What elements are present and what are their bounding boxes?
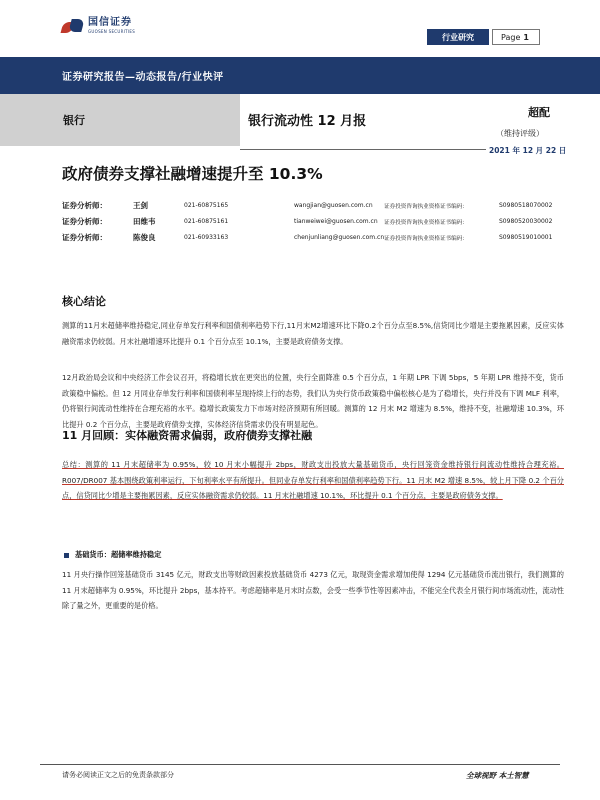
page-indicator xyxy=(492,29,540,45)
square-bullet-icon xyxy=(64,553,69,558)
analyst-cert: S0980518070002 xyxy=(499,202,553,209)
analyst-phone: 021-60875165 xyxy=(184,202,229,209)
analyst-label: 证券分析师： xyxy=(62,233,107,242)
bullet-label: 基础货币：超储率维持稳定 xyxy=(75,550,162,559)
page-title: 政府债券支撑社融增速提升至 10.3% xyxy=(62,165,323,183)
report-type-tag: 行业研究 xyxy=(427,29,489,45)
analyst-label: 证券分析师： xyxy=(62,217,107,226)
base-money-paragraph: 11 月央行操作回笼基础货币 3145 亿元，财政支出等财政因素投放基础货币 4273 亿元，取现资金需求增加使得 1294 亿元基础货币流出银行，我们测算的 11 月末超储率为 0.95%，环比提升 2bps，基本持平。考虑超储率是月末时点数，会受一些季节性等因素冲击，不能完全代表全月银行间市场流动性，流动性除了量之外，更重要的是价格。 xyxy=(62,570,564,610)
core-paragraph-1: 测算的11月末超储率维持稳定,同业存单发行利率和国债利率趋势下行,11月末M2增速环比下降0.2个百分点至8.5%,信贷同比少增是主要拖累因素，反应实体融资需求仍较弱。月末社融增速环比提升 0.1 个百分点至 10.1%，主要是政府债务支撑。 xyxy=(62,321,564,346)
analyst-phone: 021-60933163 xyxy=(184,234,229,241)
sector-name: 银行 xyxy=(63,114,85,127)
analyst-email[interactable]: tianweiwei@guosen.com.cn xyxy=(294,218,378,225)
analyst-name: 陈俊良 xyxy=(133,233,156,242)
sector-panel xyxy=(0,94,240,146)
footer-disclaimer: 请务必阅读正文之后的免责条款部分 xyxy=(62,771,174,779)
analyst-cert: S0980520030002 xyxy=(499,218,553,225)
analyst-cert: S0980519010001 xyxy=(499,234,553,241)
analyst-email[interactable]: chenjunliang@guosen.com.cn xyxy=(294,234,385,241)
analyst-row xyxy=(62,216,562,232)
analyst-list xyxy=(62,200,562,248)
base-money-bullet xyxy=(62,550,161,560)
november-summary: 总结：测算的 11 月末超储率为 0.95%，较 10 月末小幅提升 2bps，财政支出投放大量基础货币，央行回笼资金维持银行间流动性维持合理充裕。R007/DR007 基本围绕政策利率运行，下旬利率水平有所提升。但同业存单发行利率和国债利率趋势下行。11 月末 M2 增速 8.5%，较上月下降 0.2 个百分点，信贷同比少增是主要拖累因素，反应实体融资需求仍较弱。11 月末社融增速 10.1%，环比提升 0.1 个百分点，主要是政府债务支撑。 xyxy=(62,460,564,500)
analyst-phone: 021-60875161 xyxy=(184,218,229,225)
analyst-row xyxy=(62,200,562,216)
analyst-row xyxy=(62,232,562,248)
page-number: 1 xyxy=(523,32,529,42)
analyst-cert-label: 证券投资咨询执业资格证书编码： xyxy=(384,204,468,210)
report-name: 银行流动性 12 月报 xyxy=(248,114,367,129)
banner-title: 证券研究报告—动态报告/行业快评 xyxy=(62,72,224,83)
core-paragraph-2: 12月政治局会议和中央经济工作会议召开，将稳增长放在更突出的位置，央行全面降准 0.5 个百分点，1 年期 LPR 下调 5bps，5 年期 LPR 维持不变，货币政策稳中偏松。但 12 月同业存单发行利率和国债利率呈现持续上行的态势，我们认为央行货币政策稳中偏松核心是为了稳增长，央行并没有下调 MLF 利率，仍将银行间流动性维持在合理充裕的水平。稳增长政策发力下市场对经济预期有所回暖。测算的 12 月末 M2 增速为 8.5%，维持不变，社融增速 10.3%，环比提升 0.2 个百分点，主要是政府债券支撑，实体经济信贷需求仍没有明显起色。 xyxy=(62,373,564,429)
analyst-cert-label: 证券投资咨询执业资格证书编码： xyxy=(384,220,468,226)
guosen-logo-icon xyxy=(62,19,84,34)
core-conclusion-heading: 核心结论 xyxy=(62,295,106,308)
analyst-name: 王剑 xyxy=(133,201,148,210)
rating-note: （维持评级） xyxy=(496,129,544,138)
logo-name-cn: 国信证券 xyxy=(88,17,132,28)
company-logo xyxy=(62,18,135,34)
page-label: Page xyxy=(501,32,521,42)
november-review-heading: 11 月回顾：实体融资需求偏弱，政府债券支撑社融 xyxy=(62,429,313,442)
footer-slogan: 全球视野 本土智慧 xyxy=(466,771,529,780)
analyst-name: 田维韦 xyxy=(133,217,156,226)
analyst-email[interactable]: wangjian@guosen.com.cn xyxy=(294,202,373,209)
analyst-cert-label: 证券投资咨询执业资格证书编码： xyxy=(384,236,468,242)
report-meta-row xyxy=(0,94,600,146)
logo-name-en: GUOSEN SECURITIES xyxy=(88,29,136,34)
rating: 超配 xyxy=(528,106,550,119)
analyst-label: 证券分析师： xyxy=(62,201,107,210)
report-date: 2021 年 12 月 22 日 xyxy=(486,145,569,156)
footer-divider xyxy=(40,764,560,765)
